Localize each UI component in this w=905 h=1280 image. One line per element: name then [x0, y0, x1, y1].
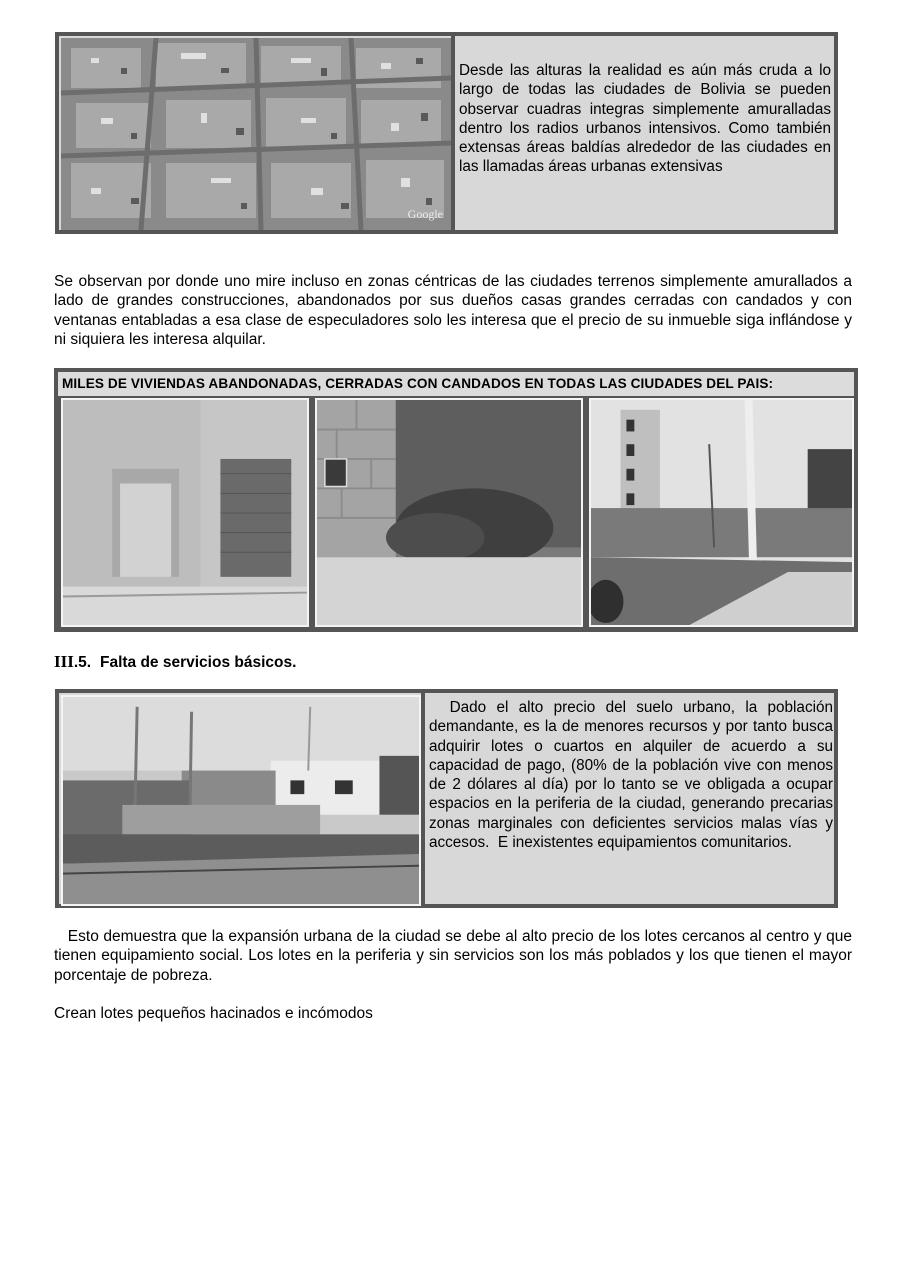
abandoned-house-photo-2 [315, 398, 583, 627]
aerial-city-photo [61, 38, 451, 230]
aerial-figure-box [55, 32, 838, 234]
services-figure-box [55, 689, 842, 908]
abandoned-house-photo-3 [589, 398, 854, 627]
section-heading [54, 652, 296, 672]
abandoned-house-photo-1 [61, 398, 309, 627]
aerial-description: Desde las alturas la realidad es aún más cruda a lo largo de todas las ciudades de Bolivia se pueden observar cuadras integras simplemente amuralladas dentro los radios urbanos intensivos. Como también extensas áreas baldías alrededor de las ciudades en las llamadas áreas urbanas extensivas [459, 62, 831, 176]
section-number-suffix: .5. [73, 654, 92, 671]
figure-title: MILES DE VIVIENDAS ABANDONADAS, CERRADAS CON CANDADOS EN TODAS LAS CIUDADES DEL PAIS: [58, 372, 854, 398]
section-title: Falta de servicios básicos. [99, 654, 297, 671]
expansion-paragraph: Esto demuestra que la expansión urbana de la ciudad se debe al alto precio de los lotes cercanos al centro y que tienen equipamiento social. Los lotes en la periferia y sin servicios son los más poblados y los que tienen el mayor porcentaje de pobreza. [54, 928, 857, 984]
marginal-zone-photo [61, 695, 421, 906]
speculation-paragraph: Se observan por donde uno mire incluso en zonas céntricas de las ciudades terrenos simplemente amurallados a lado de grandes construcciones, abandonados por sus dueños casas grandes cerradas con candados y con ventanas entabladas a esa clase de especuladores solo les interesa que el precio de su inmueble siga inflándose y ni siquiera les interesa alquilar. [54, 273, 852, 348]
services-description: Dado el alto precio del suelo urbano, la población demandante, es la de menores recursos y por tanto busca adquirir lotes o cuartos en alquiler de acuerdo a su capacidad de pago, (80% de la población vive con menos de 2 dólares al día) por lo tanto se ve obligada a ocupar espacios en la periferia de la ciudad, generando precarias zonas marginales con deficientes servicios malas vías y accesos. E inexistentes equipamientos comunitarios. [429, 699, 842, 852]
small-lots-paragraph: Crean lotes pequeños hacinados e incómodos [54, 1005, 373, 1022]
photo-watermark: Google [407, 207, 443, 221]
section-number-roman: III [54, 652, 74, 671]
abandoned-houses-figure [54, 368, 858, 632]
